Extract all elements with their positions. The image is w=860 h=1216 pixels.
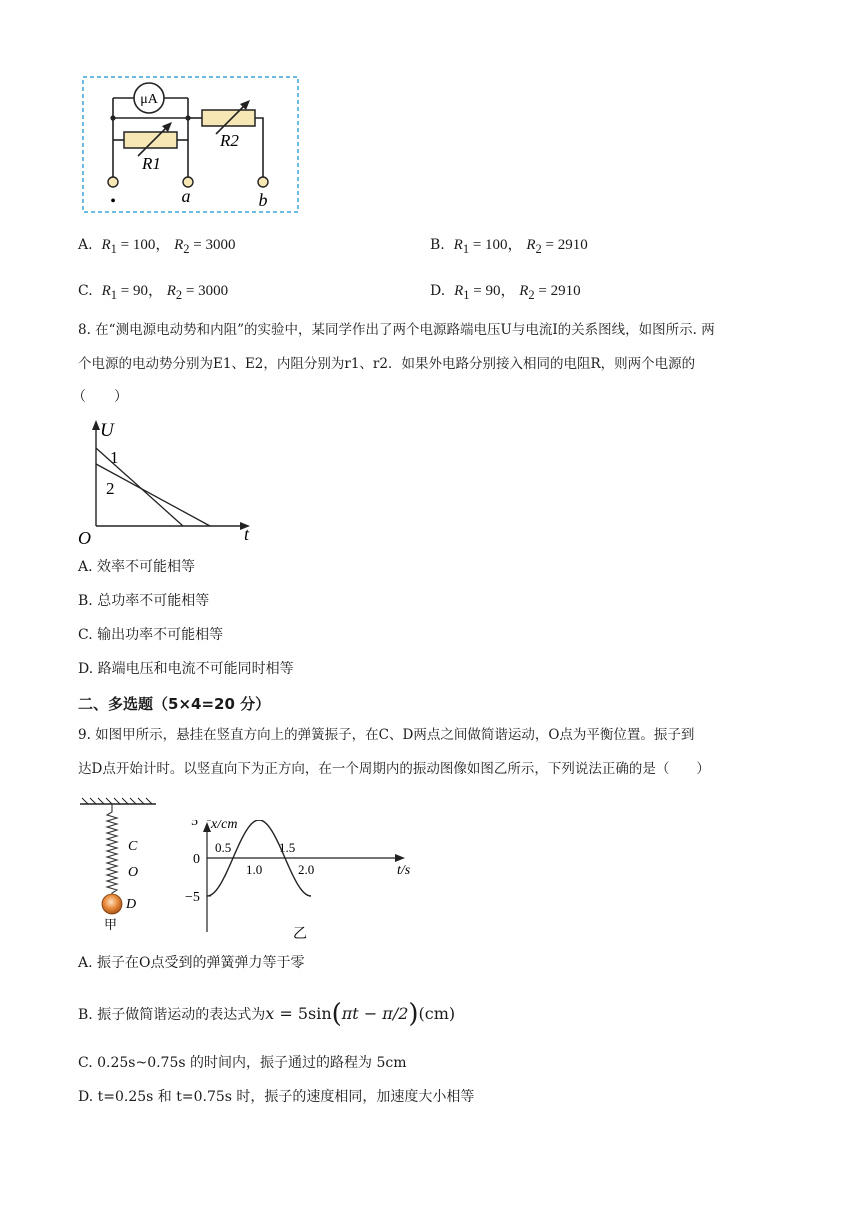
q8-option-d: D. 路端电压和电流不可能同时相等	[78, 661, 294, 677]
q7-d-r2: 2910	[550, 283, 581, 299]
r2-label: R2	[220, 131, 239, 150]
r1-label: R1	[142, 154, 161, 173]
terminal-b-label: b	[258, 190, 268, 210]
q7-option-b: B. $R_1 = 100$， $R_2 = 2910$	[430, 237, 588, 256]
q9-stem-line2: 达D点开始计时。以竖直向下为正方向，在一个周期内的振动图像如图乙所示，下列说法正确的是（ ）	[78, 761, 710, 777]
q7-b-r2: 2910	[557, 237, 588, 253]
y-tick-0: 0	[193, 852, 200, 867]
figure-yi-caption: 乙	[293, 927, 307, 942]
spring-icon	[107, 804, 117, 896]
circuit-diagram	[82, 76, 300, 214]
figure-jia	[78, 796, 168, 936]
graph-y-label: x/cm	[211, 820, 238, 832]
line-1-label: 1	[110, 448, 119, 467]
q7-d-r1: 90	[485, 283, 501, 299]
q8-stem-line2: 个电源的电动势分别为E1、E2，内阻分别为r1、r2．如果外电路分别接入相同的电阻R，则两个电源的	[78, 356, 696, 372]
terminal-dot-label: •	[110, 193, 116, 210]
terminal-a-label: a	[181, 186, 191, 206]
terminal-b-icon	[258, 177, 268, 187]
point-d-label: D	[126, 897, 137, 912]
q7-option-c: C. $R_1 = 90$， $R_2 = 3000$	[78, 283, 229, 302]
point-o-label: O	[128, 865, 139, 880]
ball-icon	[102, 894, 122, 914]
q9-stem-line1: 9. 如图甲所示，悬挂在竖直方向上的弹簧振子，在C、D两点之间做简谐运动，O点为平衡位置。振子到	[78, 727, 695, 743]
figure-yi	[183, 820, 423, 944]
x-tick-2-0: 2.0	[298, 862, 315, 877]
x-tick-1-5: 1.5	[279, 840, 296, 855]
spring-oscillator-diagram	[78, 796, 168, 936]
q8-graph	[76, 418, 256, 548]
q8-option-a: A. 效率不可能相等	[78, 559, 196, 575]
q9-option-a: A. 振子在O点受到的弹簧弹力等于零	[78, 955, 305, 971]
q9-option-d: D. t=0.25s 和 t=0.75s 时，振子的速度相同，加速度大小相等	[78, 1089, 475, 1105]
q7-b-r1: 100	[485, 237, 508, 253]
q8-stem-line3: （ ）	[72, 389, 128, 405]
terminal-common-icon	[108, 177, 118, 187]
resistor-r1-icon	[124, 132, 177, 148]
y-axis-label: U	[100, 420, 114, 441]
q8-option-c: C. 输出功率不可能相等	[78, 627, 224, 643]
q8-stem-line1: 8. 在“测电源电动势和内阻”的实验中，某同学作出了两个电源路端电压U与电流I的关系图线，如图所示. 两	[78, 322, 715, 338]
line-2-label: 2	[106, 479, 115, 498]
q9-option-c: C. 0.25s~0.75s 的时间内，振子通过的路程为 5cm	[78, 1055, 407, 1071]
y-tick-5: 5	[191, 820, 198, 829]
q8-option-b: B. 总功率不可能相等	[78, 593, 210, 609]
x-tick-1-0: 1.0	[246, 862, 263, 877]
point-c-label: C	[128, 839, 138, 854]
formula-inner: πt − π/2	[341, 1004, 409, 1023]
q7-a-r1: 100	[132, 237, 156, 253]
q7-c-r1: 90	[132, 283, 148, 299]
q7-c-r2: 3000	[198, 283, 229, 299]
figure-jia-caption: 甲	[104, 917, 118, 932]
q9-option-b: B. 振子做简谐运动的表达式为x = 5sin(πt − π/2)(cm)	[78, 999, 456, 1029]
x-tick-0-5: 0.5	[215, 840, 232, 855]
vibration-graph-svg	[183, 820, 423, 944]
graph-x-label: t/s	[397, 863, 411, 878]
resistor-r2-icon	[202, 110, 255, 126]
section-multi-choice-title: 二、多选题（5×4=20 分）	[78, 695, 271, 713]
q7-option-d: D. $R_1 = 90$， $R_2 = 2910$	[430, 283, 581, 302]
y-tick-neg5: −5	[185, 890, 200, 905]
x-axis-label: t	[244, 524, 250, 544]
circuit-figure	[82, 76, 300, 214]
meter-label: μA	[140, 92, 158, 107]
origin-label: O	[78, 528, 91, 548]
ui-graph-svg	[76, 418, 256, 548]
q7-option-a: A. $R_1 = 100$， $R_2 = 3000$	[78, 237, 236, 256]
q7-a-r2: 3000	[205, 237, 236, 253]
